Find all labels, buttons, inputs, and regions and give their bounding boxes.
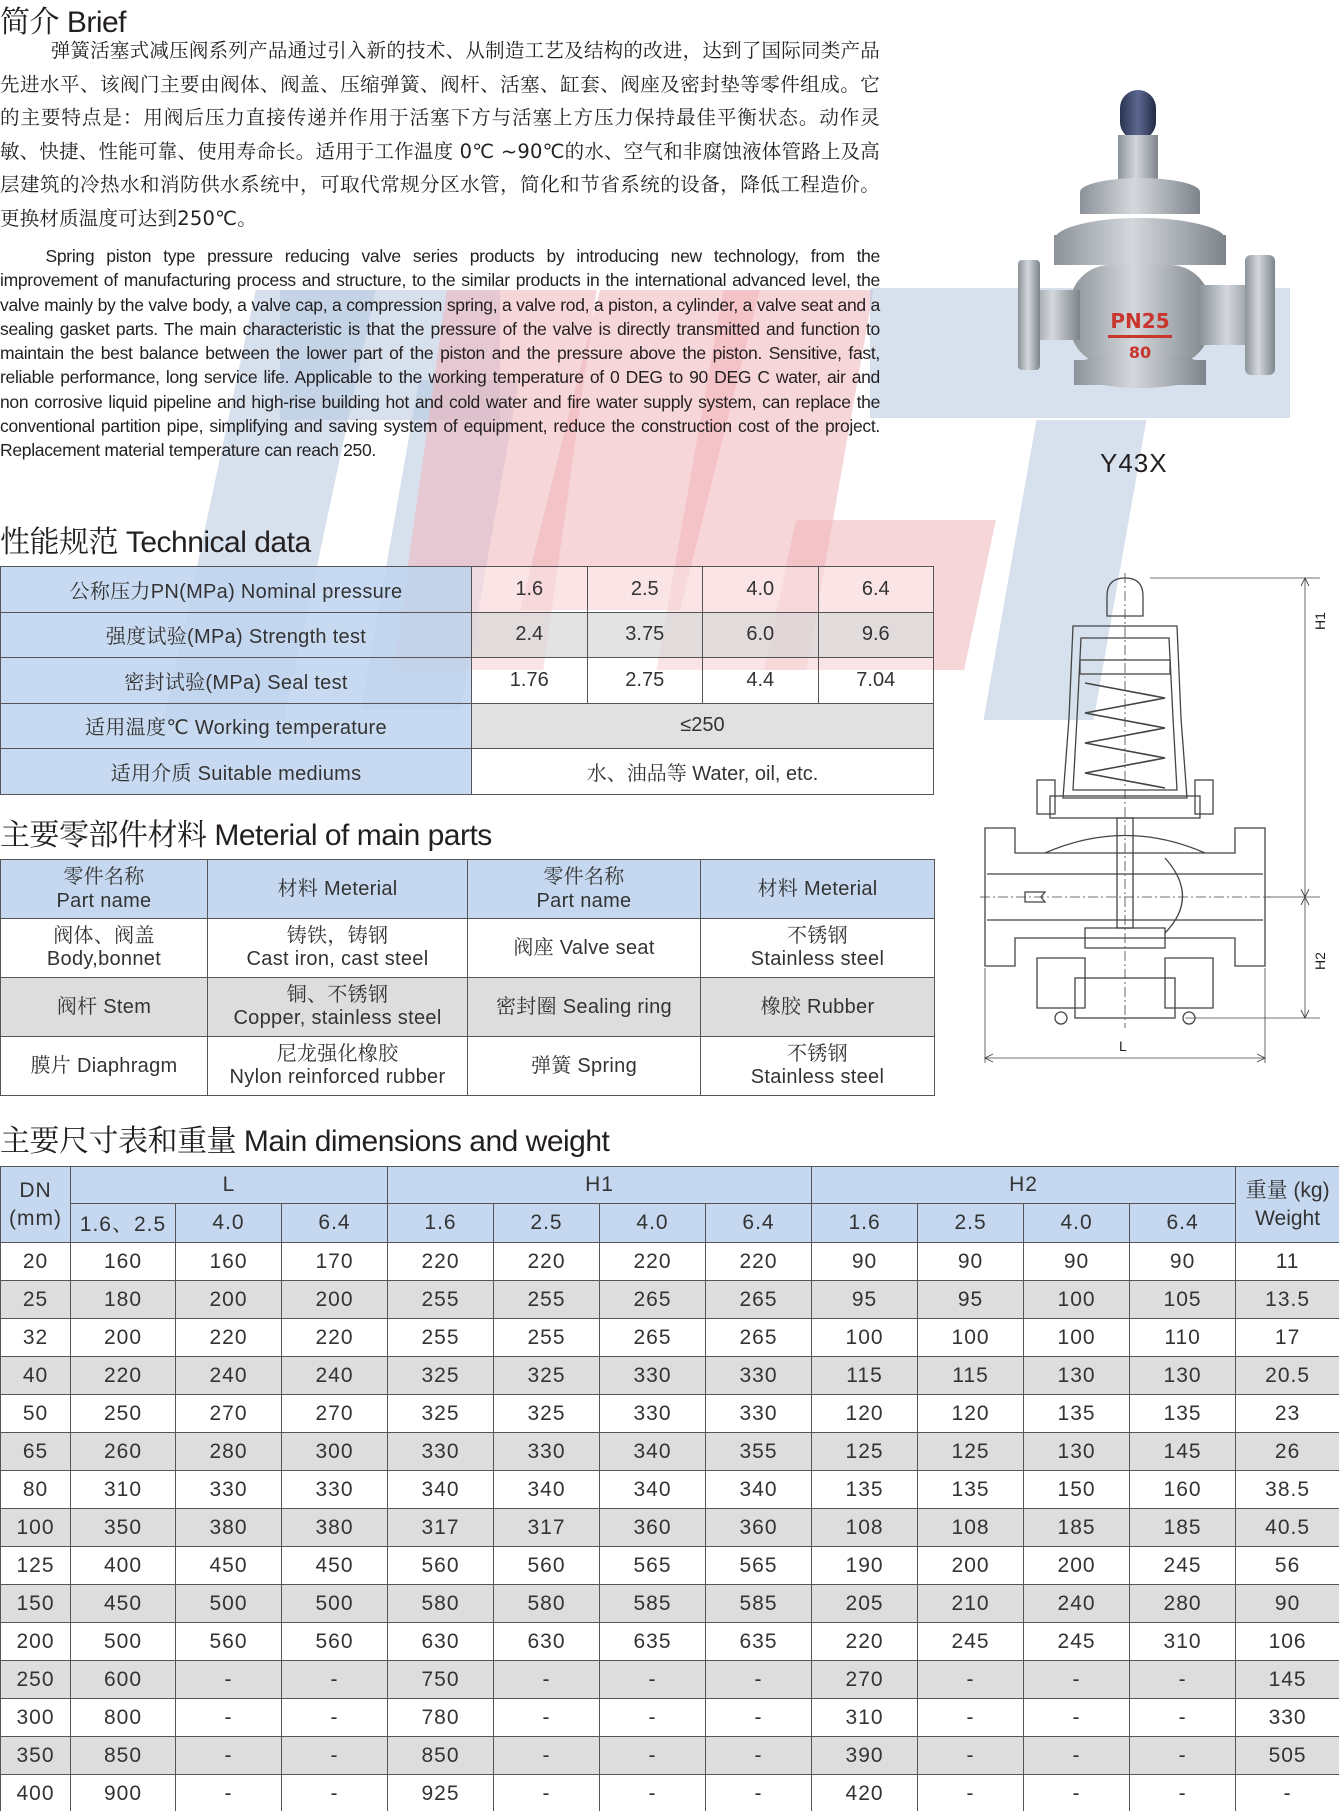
table-row: [1, 1471, 1339, 1509]
column-subheader: 4.0: [1024, 1204, 1130, 1243]
cell: 270: [812, 1661, 918, 1699]
cell: 135: [812, 1471, 918, 1509]
cell: 膜片 Diaphragm: [1, 1037, 208, 1096]
cell: 330: [282, 1471, 388, 1509]
cell: 密封圈 Sealing ring: [468, 978, 701, 1037]
cell: -: [600, 1775, 706, 1811]
cell: 铸铁，铸钢 Cast iron, cast steel: [208, 919, 468, 978]
cell: -: [600, 1699, 706, 1737]
model-label: Y43X: [1100, 448, 1168, 478]
cell: 26: [1236, 1433, 1339, 1471]
table-row: [1, 1319, 1339, 1357]
cell: 阀杆 Stem: [1, 978, 208, 1037]
cell: 125: [812, 1433, 918, 1471]
cell: -: [600, 1737, 706, 1775]
cell: 360: [600, 1509, 706, 1547]
cell: 2.5: [587, 567, 703, 613]
dn-cell: 80: [1, 1471, 71, 1509]
table-row: [1, 919, 935, 978]
cell: 245: [1130, 1547, 1236, 1585]
column-header: 材料 Meterial: [701, 860, 935, 919]
cell: 450: [282, 1547, 388, 1585]
table-row: [1, 1037, 935, 1096]
dn-cell: 200: [1, 1623, 71, 1661]
dn-cell: 400: [1, 1775, 71, 1811]
cell: 200: [1024, 1547, 1130, 1585]
cell: 325: [494, 1357, 600, 1395]
cell: 弹簧 Spring: [468, 1037, 701, 1096]
cell: 340: [494, 1471, 600, 1509]
column-group-h2: H2: [812, 1167, 1236, 1204]
cell: 390: [812, 1737, 918, 1775]
table-subheader-row: [1, 1204, 1339, 1243]
cell: 255: [494, 1281, 600, 1319]
materials-table: [0, 859, 935, 1096]
cell: 23: [1236, 1395, 1339, 1433]
cell: 255: [494, 1319, 600, 1357]
cell: 265: [706, 1319, 812, 1357]
dn-cell: 350: [1, 1737, 71, 1775]
brief-text-english: [0, 244, 880, 463]
cell: 265: [600, 1281, 706, 1319]
cell: -: [1024, 1699, 1130, 1737]
cell: 160: [176, 1243, 282, 1281]
cell: 300: [282, 1433, 388, 1471]
cell: 90: [1024, 1243, 1130, 1281]
cell: 317: [494, 1509, 600, 1547]
cell: 220: [176, 1319, 282, 1357]
cell: 325: [388, 1395, 494, 1433]
column-header-dn: DN (mm): [1, 1167, 71, 1243]
row-label: 强度试验(MPa) Strength test: [1, 612, 472, 658]
cell: 200: [71, 1319, 176, 1357]
cell: 220: [706, 1243, 812, 1281]
cell: 100: [1024, 1281, 1130, 1319]
cell: -: [706, 1661, 812, 1699]
cell: 4.4: [703, 658, 819, 704]
cell: 不锈钢 Stainless steel: [701, 919, 935, 978]
cell: 135: [1130, 1395, 1236, 1433]
cell: 330: [388, 1433, 494, 1471]
cell: 240: [176, 1357, 282, 1395]
table-row: [1, 567, 934, 613]
table-row: [1, 1509, 1339, 1547]
table-row: [1, 703, 934, 749]
cell: 6.4: [818, 567, 934, 613]
cell: 120: [812, 1395, 918, 1433]
cell: 1.76: [472, 658, 588, 704]
cell: -: [494, 1661, 600, 1699]
technical-data-table: [0, 566, 934, 795]
cell: 330: [494, 1433, 600, 1471]
cell: 135: [918, 1471, 1024, 1509]
cell: 220: [494, 1243, 600, 1281]
cell: -: [176, 1699, 282, 1737]
cell: 560: [176, 1623, 282, 1661]
cell: 170: [282, 1243, 388, 1281]
dn-cell: 40: [1, 1357, 71, 1395]
cell: 310: [812, 1699, 918, 1737]
cell: 56: [1236, 1547, 1339, 1585]
cell: 325: [388, 1357, 494, 1395]
cell: 450: [176, 1547, 282, 1585]
cell: 310: [71, 1471, 176, 1509]
cell: 200: [176, 1281, 282, 1319]
table-row: [1, 1775, 1339, 1811]
cell: -: [176, 1775, 282, 1811]
cell: 9.6: [818, 612, 934, 658]
cell: 280: [176, 1433, 282, 1471]
cell: 90: [1130, 1243, 1236, 1281]
column-header: 零件名称 Part name: [1, 860, 208, 919]
cell: 145: [1130, 1433, 1236, 1471]
cell: -: [1130, 1775, 1236, 1811]
cell: 200: [918, 1547, 1024, 1585]
cell: -: [494, 1737, 600, 1775]
cell: 500: [71, 1623, 176, 1661]
cell: 245: [918, 1623, 1024, 1661]
cell: 130: [1024, 1357, 1130, 1395]
cell: 220: [388, 1243, 494, 1281]
cell: 360: [706, 1509, 812, 1547]
table-row: [1, 978, 935, 1037]
brief-text-chinese: [0, 34, 880, 235]
cell: 20.5: [1236, 1357, 1339, 1395]
dn-cell: 50: [1, 1395, 71, 1433]
table-row: [1, 612, 934, 658]
cell: -: [1236, 1775, 1339, 1811]
cell: 185: [1130, 1509, 1236, 1547]
dimensions-title: 主要尺寸表和重量 Main dimensions and weight: [0, 1125, 610, 1158]
column-subheader: 6.4: [282, 1204, 388, 1243]
dn-cell: 20: [1, 1243, 71, 1281]
cell: 95: [812, 1281, 918, 1319]
technical-title: 性能规范 Technical data: [0, 526, 311, 559]
cell: 630: [494, 1623, 600, 1661]
cell: 560: [282, 1623, 388, 1661]
cell: 850: [388, 1737, 494, 1775]
cell: 500: [176, 1585, 282, 1623]
table-row: [1, 1281, 1339, 1319]
cell: -: [918, 1699, 1024, 1737]
cell: 125: [918, 1433, 1024, 1471]
column-subheader: 2.5: [494, 1204, 600, 1243]
cell: 2.75: [587, 658, 703, 704]
cell: 330: [600, 1357, 706, 1395]
cell: 108: [918, 1509, 1024, 1547]
table-row: [1, 1661, 1339, 1699]
row-label: 适用温度℃ Working temperature: [1, 703, 472, 749]
cell: 560: [388, 1547, 494, 1585]
table-row: [1, 1243, 1339, 1281]
dn-cell: 150: [1, 1585, 71, 1623]
cell: 尼龙强化橡胶 Nylon reinforced rubber: [208, 1037, 468, 1096]
cell: -: [494, 1699, 600, 1737]
row-label: 公称压力PN(MPa) Nominal pressure: [1, 567, 472, 613]
cell: 240: [282, 1357, 388, 1395]
cell: 500: [282, 1585, 388, 1623]
cell: 7.04: [818, 658, 934, 704]
cell: 925: [388, 1775, 494, 1811]
table-row: [1, 1433, 1339, 1471]
cell: 220: [71, 1357, 176, 1395]
cell: -: [706, 1737, 812, 1775]
dn-cell: 100: [1, 1509, 71, 1547]
cell: 420: [812, 1775, 918, 1811]
svg-text:80: 80: [1128, 343, 1152, 362]
dn-cell: 32: [1, 1319, 71, 1357]
cell: 130: [1024, 1433, 1130, 1471]
table-row: [1, 1699, 1339, 1737]
cell: 180: [71, 1281, 176, 1319]
cell: 330: [600, 1395, 706, 1433]
cell: 100: [812, 1319, 918, 1357]
cell: 220: [600, 1243, 706, 1281]
cell: -: [1024, 1737, 1130, 1775]
column-subheader: 6.4: [706, 1204, 812, 1243]
cell: 190: [812, 1547, 918, 1585]
table-row: [1, 658, 934, 704]
cell: 560: [494, 1547, 600, 1585]
cell: 160: [1130, 1471, 1236, 1509]
cell: 380: [176, 1509, 282, 1547]
cell: 900: [71, 1775, 176, 1811]
cell: 255: [388, 1319, 494, 1357]
cell: 不锈钢 Stainless steel: [701, 1037, 935, 1096]
cell: 340: [706, 1471, 812, 1509]
cell: -: [282, 1737, 388, 1775]
cell: 850: [71, 1737, 176, 1775]
cell: -: [706, 1775, 812, 1811]
cell: -: [176, 1737, 282, 1775]
cell: 505: [1236, 1737, 1339, 1775]
cell: -: [176, 1661, 282, 1699]
cell: ≤250: [472, 703, 934, 749]
dimensions-table: [0, 1166, 1339, 1811]
cell: 565: [706, 1547, 812, 1585]
cell: 3.75: [587, 612, 703, 658]
cell: 310: [1130, 1623, 1236, 1661]
cell: 17: [1236, 1319, 1339, 1357]
cell: 115: [812, 1357, 918, 1395]
dn-cell: 300: [1, 1699, 71, 1737]
cell: 580: [494, 1585, 600, 1623]
column-subheader: 4.0: [176, 1204, 282, 1243]
cell: -: [918, 1775, 1024, 1811]
cell: 450: [71, 1585, 176, 1623]
cell: -: [706, 1699, 812, 1737]
cell: 270: [176, 1395, 282, 1433]
cell: 350: [71, 1509, 176, 1547]
svg-text:PN25: PN25: [1110, 309, 1170, 333]
column-subheader: 4.0: [600, 1204, 706, 1243]
cell: 280: [1130, 1585, 1236, 1623]
cell: 220: [282, 1319, 388, 1357]
cell: 220: [812, 1623, 918, 1661]
cell: 635: [706, 1623, 812, 1661]
cell: 13.5: [1236, 1281, 1339, 1319]
column-header: 材料 Meterial: [208, 860, 468, 919]
cell: 水、油品等 Water, oil, etc.: [472, 749, 934, 795]
dn-cell: 250: [1, 1661, 71, 1699]
cell: 橡胶 Rubber: [701, 978, 935, 1037]
cell: 110: [1130, 1319, 1236, 1357]
cell: 90: [812, 1243, 918, 1281]
cell: 阀体、阀盖 Body,bonnet: [1, 919, 208, 978]
cell: 565: [600, 1547, 706, 1585]
cell: 330: [176, 1471, 282, 1509]
cell: 255: [388, 1281, 494, 1319]
table-row: [1, 1623, 1339, 1661]
cell: 400: [71, 1547, 176, 1585]
cell: 585: [600, 1585, 706, 1623]
cell: 250: [71, 1395, 176, 1433]
cell: 150: [1024, 1471, 1130, 1509]
cell: 800: [71, 1699, 176, 1737]
cell: 270: [282, 1395, 388, 1433]
cross-section-drawing: [975, 568, 1335, 1088]
column-group-h1: H1: [388, 1167, 812, 1204]
row-label: 适用介质 Suitable mediums: [1, 749, 472, 795]
cell: -: [918, 1661, 1024, 1699]
brief-paragraph-cn: 弹簧活塞式减压阀系列产品通过引入新的技术、从制造工艺及结构的改进，达到了国际同类产品先进水平、该阀门主要由阀体、阀盖、压缩弹簧、阀杆、活塞、缸套、阀座及密封垫等零件组成。它的主要特点是：用阀后压力直接传递并作用于活塞下方与活塞上方压力保持最佳平衡状态。动作灵敏、快捷、性能可靠、使用寿命长。适用于工作温度 0℃ ~90℃的水、空气和非腐蚀液体管路上及高层建筑的冷热水和消防供水系统中，可取代常规分区水管，简化和节省系统的设备，降低工程造价。更换材质温度可达到250℃。: [0, 39, 880, 230]
cell: 185: [1024, 1509, 1130, 1547]
cell: 325: [494, 1395, 600, 1433]
cell: 355: [706, 1433, 812, 1471]
cell: 130: [1130, 1357, 1236, 1395]
cell: 780: [388, 1699, 494, 1737]
row-label: 密封试验(MPa) Seal test: [1, 658, 472, 704]
cell: -: [600, 1661, 706, 1699]
cell: 100: [918, 1319, 1024, 1357]
cell: 4.0: [703, 567, 819, 613]
cell: 317: [388, 1509, 494, 1547]
cell: 635: [600, 1623, 706, 1661]
table-row: [1, 1585, 1339, 1623]
cell: 40.5: [1236, 1509, 1339, 1547]
cell: 90: [918, 1243, 1024, 1281]
cell: 115: [918, 1357, 1024, 1395]
cell: 260: [71, 1433, 176, 1471]
cell: -: [494, 1775, 600, 1811]
cell: -: [918, 1737, 1024, 1775]
materials-title: 主要零部件材料 Meterial of main parts: [0, 819, 492, 852]
cell: 330: [706, 1357, 812, 1395]
cell: 108: [812, 1509, 918, 1547]
table-row: [1, 749, 934, 795]
column-header: 零件名称 Part name: [468, 860, 701, 919]
column-subheader: 1.6: [812, 1204, 918, 1243]
cell: 240: [1024, 1585, 1130, 1623]
cell: 380: [282, 1509, 388, 1547]
cell: 2.4: [472, 612, 588, 658]
cell: -: [1130, 1699, 1236, 1737]
cell: 铜、不锈钢 Copper, stainless steel: [208, 978, 468, 1037]
table-header-row: [1, 860, 935, 919]
cell: -: [1130, 1661, 1236, 1699]
dn-cell: 125: [1, 1547, 71, 1585]
cell: 145: [1236, 1661, 1339, 1699]
cell: 210: [918, 1585, 1024, 1623]
product-photo: [1000, 60, 1300, 440]
dimension-label-h2: H2: [1312, 952, 1328, 970]
dn-cell: 25: [1, 1281, 71, 1319]
brief-title: 简介 Brief: [0, 6, 127, 39]
cell: -: [1024, 1775, 1130, 1811]
column-subheader: 2.5: [918, 1204, 1024, 1243]
cell: 106: [1236, 1623, 1339, 1661]
cell: 330: [706, 1395, 812, 1433]
cell: 340: [600, 1471, 706, 1509]
cell: -: [282, 1775, 388, 1811]
cell: 245: [1024, 1623, 1130, 1661]
cell: 11: [1236, 1243, 1339, 1281]
cell: 6.0: [703, 612, 819, 658]
cell: 95: [918, 1281, 1024, 1319]
cell: 630: [388, 1623, 494, 1661]
dimension-label-l: L: [1119, 1038, 1127, 1054]
cell: 100: [1024, 1319, 1130, 1357]
cell: 340: [600, 1433, 706, 1471]
cell: 265: [600, 1319, 706, 1357]
cell: -: [1024, 1661, 1130, 1699]
table-row: [1, 1395, 1339, 1433]
column-header-weight: 重量 (kg) Weight: [1236, 1167, 1339, 1243]
column-subheader: 1.6: [388, 1204, 494, 1243]
cell: 580: [388, 1585, 494, 1623]
cell: 265: [706, 1281, 812, 1319]
cell: 120: [918, 1395, 1024, 1433]
column-subheader: 1.6、2.5: [71, 1204, 176, 1243]
table-row: [1, 1547, 1339, 1585]
cell: -: [282, 1699, 388, 1737]
cell: 90: [1236, 1585, 1339, 1623]
cell: 340: [388, 1471, 494, 1509]
cell: 600: [71, 1661, 176, 1699]
cell: 330: [1236, 1699, 1339, 1737]
cell: 205: [812, 1585, 918, 1623]
cell: 105: [1130, 1281, 1236, 1319]
column-subheader: 6.4: [1130, 1204, 1236, 1243]
table-row: [1, 1357, 1339, 1395]
dimension-label-h1: H1: [1312, 612, 1328, 630]
dn-cell: 65: [1, 1433, 71, 1471]
cell: -: [282, 1661, 388, 1699]
cell: 阀座 Valve seat: [468, 919, 701, 978]
cell: 1.6: [472, 567, 588, 613]
table-row: [1, 1737, 1339, 1775]
brief-paragraph-en: Spring piston type pressure reducing valve series products by introducing new technology, from the improvement of manufacturing process and structure, to the similar products in the international advanced level, the valve mainly by the valve body, a valve cap, a compression spring, a valve rod, a piston, a cylinder, a valve seat and a sealing gasket parts. The main characteristic is that the pressure of the valve is directly transmitted and function to maintain the best balance between the lower part of the piston and the pressure above the piston. Sensitive, fast, reliable performance, long service life. Applicable to the working temperature of 0 DEG to 90 DEG C water, air and non corrosive liquid pipeline and high-rise building hot and cold water and fire water supply system, can replace the conventional partition pipe, simplifying and saving system of equipment, reduce the construction cost of the project. Replacement material temperature can reach 250.: [0, 246, 880, 461]
cell: 200: [282, 1281, 388, 1319]
cell: 160: [71, 1243, 176, 1281]
table-header-row: [1, 1167, 1339, 1204]
column-group-l: L: [71, 1167, 388, 1204]
cell: 135: [1024, 1395, 1130, 1433]
cell: -: [1130, 1737, 1236, 1775]
cell: 750: [388, 1661, 494, 1699]
cell: 585: [706, 1585, 812, 1623]
cell: 38.5: [1236, 1471, 1339, 1509]
